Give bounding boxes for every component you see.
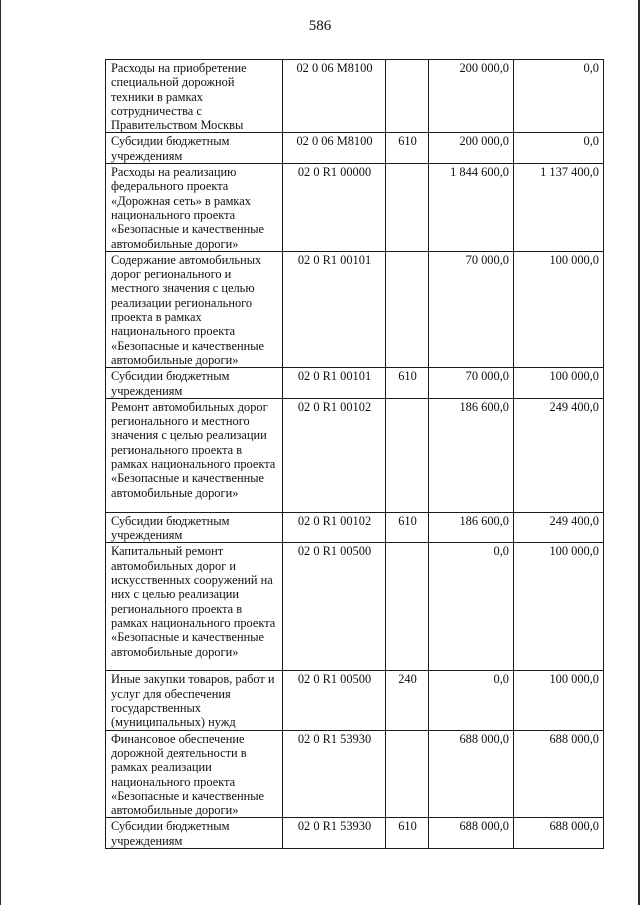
amount-year2-cell: 249 400,0 (514, 398, 604, 512)
amount-year1-cell: 688 000,0 (429, 730, 514, 818)
amount-year2-cell: 0,0 (514, 133, 604, 164)
amount-year1-cell: 70 000,0 (429, 251, 514, 367)
amount-year1-cell: 200 000,0 (429, 133, 514, 164)
target-article-code-cell: 02 0 R1 00101 (283, 368, 386, 399)
expense-type-cell (386, 164, 429, 252)
expense-name-cell: Расходы на приобретение специальной дорожной техники в рамках сотрудничества с Правительством Москвы (106, 60, 283, 133)
page-number: 586 (308, 18, 332, 34)
amount-year1-cell: 688 000,0 (429, 818, 514, 849)
table-row (106, 398, 604, 512)
target-article-code-cell: 02 0 R1 00101 (283, 251, 386, 367)
amount-year1-cell: 0,0 (429, 671, 514, 730)
table-row (106, 368, 604, 399)
expense-type-cell (386, 543, 429, 671)
expense-name-cell: Иные закупки товаров, работ и услуг для обеспечения государственных (муниципальных) нужд (106, 671, 283, 730)
expense-type-cell: 610 (386, 368, 429, 399)
amount-year1-cell: 1 844 600,0 (429, 164, 514, 252)
target-article-code-cell: 02 0 06 M8100 (283, 60, 386, 133)
amount-year2-cell: 100 000,0 (514, 671, 604, 730)
expense-name-cell: Субсидии бюджетным учреждениям (106, 818, 283, 849)
target-article-code-cell: 02 0 R1 53930 (283, 818, 386, 849)
table-row (106, 60, 604, 133)
expense-type-cell: 240 (386, 671, 429, 730)
amount-year1-cell: 200 000,0 (429, 60, 514, 133)
expense-name-cell: Субсидии бюджетным учреждениям (106, 368, 283, 399)
amount-year1-cell: 186 600,0 (429, 398, 514, 512)
scan-edge-left (0, 0, 1, 905)
expense-type-cell (386, 251, 429, 367)
table-row (106, 730, 604, 818)
table-row (106, 818, 604, 849)
amount-year2-cell: 688 000,0 (514, 818, 604, 849)
expense-name-cell: Финансовое обеспечение дорожной деятельности в рамках реализации национального проекта «Безопасные и качественные автомобильные дороги» (106, 730, 283, 818)
table-row (106, 512, 604, 543)
expense-type-cell: 610 (386, 512, 429, 543)
table-row (106, 133, 604, 164)
table-row (106, 543, 604, 671)
amount-year1-cell: 186 600,0 (429, 512, 514, 543)
table-row (106, 164, 604, 252)
amount-year1-cell: 70 000,0 (429, 368, 514, 399)
target-article-code-cell: 02 0 R1 00500 (283, 671, 386, 730)
expense-name-cell: Субсидии бюджетным учреждениям (106, 133, 283, 164)
expense-name-cell: Субсидии бюджетным учреждениям (106, 512, 283, 543)
amount-year2-cell: 100 000,0 (514, 368, 604, 399)
amount-year2-cell: 0,0 (514, 60, 604, 133)
target-article-code-cell: 02 0 R1 53930 (283, 730, 386, 818)
table-row (106, 671, 604, 730)
amount-year2-cell: 100 000,0 (514, 543, 604, 671)
table-row (106, 251, 604, 367)
expense-type-cell: 610 (386, 133, 429, 164)
expense-type-cell: 610 (386, 818, 429, 849)
amount-year2-cell: 1 137 400,0 (514, 164, 604, 252)
target-article-code-cell: 02 0 R1 00102 (283, 398, 386, 512)
expense-name-cell: Ремонт автомобильных дорог регионального и местного значения с целью реализации регионального проекта в рамках национального проекта «Безопасные и качественные автомобильные дороги» (106, 398, 283, 512)
expense-type-cell (386, 398, 429, 512)
expense-name-cell: Капитальный ремонт автомобильных дорог и искусственных сооружений на них с целью реализации регионального проекта в рамках национального проекта «Безопасные и качественные автомобильные дороги» (106, 543, 283, 671)
amount-year1-cell: 0,0 (429, 543, 514, 671)
target-article-code-cell: 02 0 R1 00102 (283, 512, 386, 543)
amount-year2-cell: 688 000,0 (514, 730, 604, 818)
expense-type-cell (386, 60, 429, 133)
amount-year2-cell: 249 400,0 (514, 512, 604, 543)
target-article-code-cell: 02 0 R1 00000 (283, 164, 386, 252)
target-article-code-cell: 02 0 06 M8100 (283, 133, 386, 164)
expense-name-cell: Расходы на реализацию федерального проекта «Дорожная сеть» в рамках национального проекта «Безопасные и качественные автомобильные дороги» (106, 164, 283, 252)
budget-table (105, 59, 604, 849)
target-article-code-cell: 02 0 R1 00500 (283, 543, 386, 671)
expense-name-cell: Содержание автомобильных дорог регионального и местного значения с целью реализации регионального проекта в рамках национального проекта «Безопасные и качественные автомобильные дороги» (106, 251, 283, 367)
expense-type-cell (386, 730, 429, 818)
amount-year2-cell: 100 000,0 (514, 251, 604, 367)
